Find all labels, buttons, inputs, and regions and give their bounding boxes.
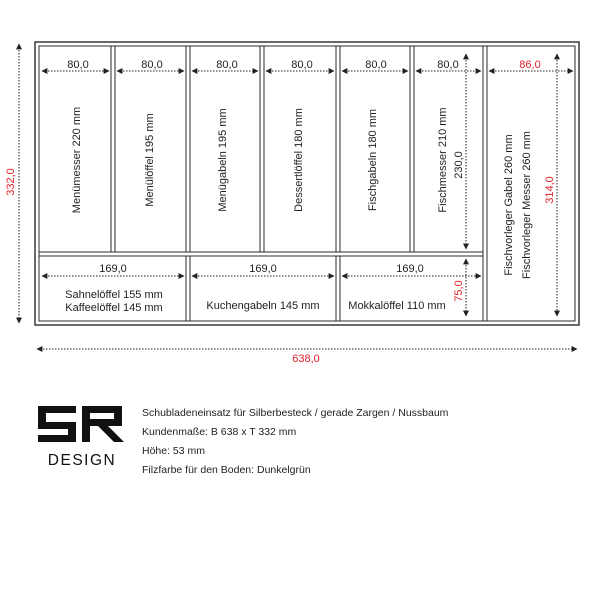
bottom-row-dimension-labels xyxy=(99,263,424,275)
dim-col4: 80,0 xyxy=(291,59,313,71)
dim-230-label: 230,0 xyxy=(453,151,465,179)
dim-row1: 169,0 xyxy=(99,263,127,275)
info-height: Höhe: 53 mm xyxy=(142,445,206,457)
dim-638-label: 638,0 xyxy=(292,353,320,365)
label-kaffeeloeffel: Kaffeelöffel 145 mm xyxy=(65,302,163,314)
logo-wordmark: DESIGN xyxy=(47,452,117,468)
dim-col7: 86,0 xyxy=(519,59,541,71)
info-dimensions: Kundenmaße: B 638 x T 332 mm xyxy=(142,426,297,438)
bottom-compartment-labels xyxy=(65,289,446,314)
dim-314-label: 314,0 xyxy=(544,176,556,204)
dim-314 xyxy=(544,54,557,316)
label-fischgabeln: Fischgabeln 180 mm xyxy=(367,108,379,212)
dim-75 xyxy=(453,259,466,316)
dim-col1: 80,0 xyxy=(67,59,89,71)
label-menumesser: Menümesser 220 mm xyxy=(71,106,83,214)
dim-col3: 80,0 xyxy=(216,59,238,71)
dim-col6: 80,0 xyxy=(437,59,459,71)
horizontal-divider xyxy=(39,252,483,256)
label-kuchengabeln: Kuchengabeln 145 mm xyxy=(206,300,320,312)
info-description: Schubladeneinsatz für Silberbesteck / gerade Zargen / Nussbaum xyxy=(142,407,449,419)
label-mokkaloeffel: Mokkalöffel 110 mm xyxy=(348,300,446,312)
top-dimension-labels xyxy=(67,59,540,71)
dim-col2: 80,0 xyxy=(141,59,163,71)
dim-row3: 169,0 xyxy=(396,263,424,275)
label-menugabeln: Menügabeln 195 mm xyxy=(217,108,229,212)
product-info xyxy=(142,404,448,480)
label-fischmesser: Fischmesser 210 mm xyxy=(437,107,449,213)
dim-332 xyxy=(5,44,19,323)
sr-design-logo xyxy=(36,404,128,468)
outer-frame xyxy=(35,42,579,325)
label-fischvorleger-messer: Fischvorleger Messer 260 mm xyxy=(521,131,533,279)
label-menuloeffel: Menülöffel 195 mm xyxy=(144,113,156,207)
dim-col5: 80,0 xyxy=(365,59,387,71)
label-dessertloeffel: Dessertlöffel 180 mm xyxy=(293,108,305,212)
dim-75-label: 75,0 xyxy=(453,280,465,302)
dim-row2: 169,0 xyxy=(249,263,277,275)
label-sahneloeffel: Sahnelöffel 155 mm xyxy=(65,289,163,301)
label-fischvorleger-gabel: Fischvorleger Gabel 260 mm xyxy=(503,134,515,276)
dim-638 xyxy=(37,349,577,365)
dim-230 xyxy=(453,54,466,249)
dim-332-label: 332,0 xyxy=(5,168,17,196)
info-felt-color: Filzfarbe für den Boden: Dunkelgrün xyxy=(142,464,311,476)
